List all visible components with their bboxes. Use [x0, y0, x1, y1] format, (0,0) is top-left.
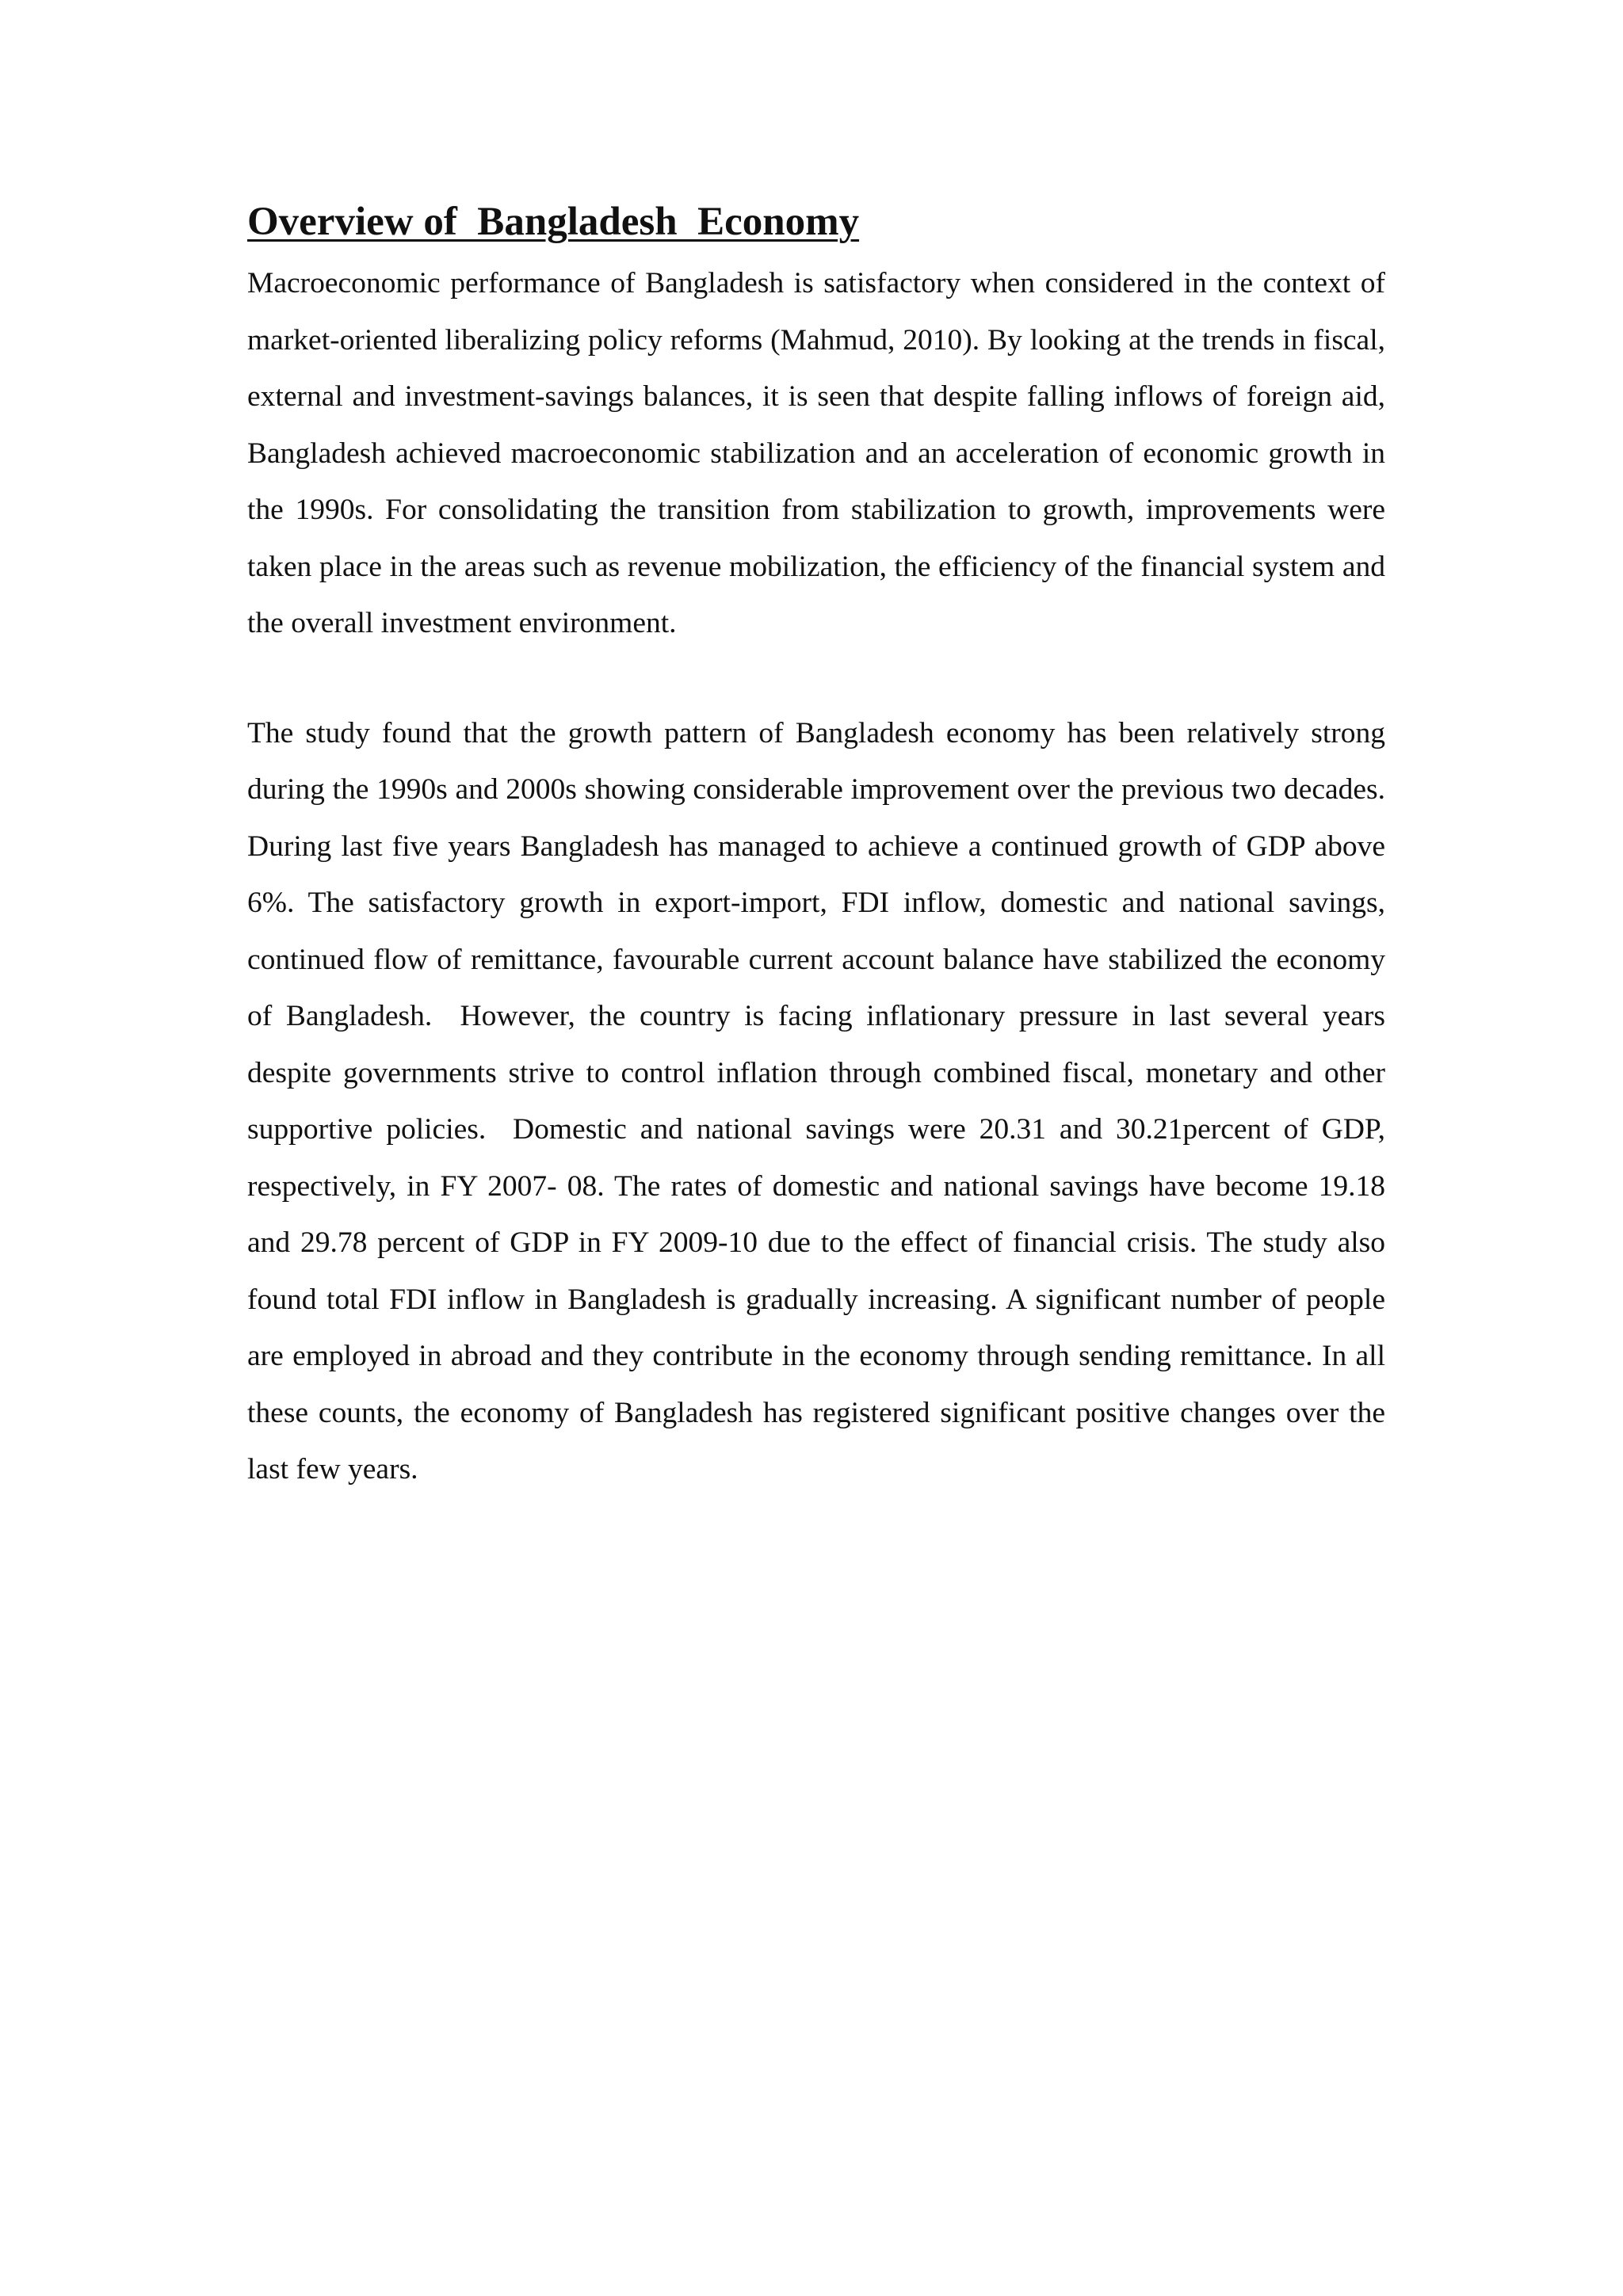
- paragraph-intro: Macroeconomic performance of Bangladesh is satisfactory when considered in the context of market-oriented liberalizing policy reforms (Mahmud, 2010). By looking at the trends in fiscal, external and investment-savings balances, it is seen that despite falling inflows of foreign aid, Bangladesh achieved macroeconomic stabilization and an acceleration of economic growth in the 1990s. For consolidating the transition from stabilization to growth, improvements were taken place in the areas such as revenue mobilization, the efficiency of the financial system and the overall investment environment.: [247, 267, 1393, 639]
- paragraph-study-findings: The study found that the growth pattern of Bangladesh economy has been relatively strong during the 1990s and 2000s showing considerable improvement over the previous two decades. During last five years Bangladesh has managed to achieve a continued growth of GDP above 6%. The satisfactory growth in export-import, FDI inflow, domestic and national savings, continued flow of remittance, favourable current account balance have stabilized the economy of Bangladesh. However, the country is facing inflationary pressure in last several years despite governments strive to control inflation through combined fiscal, monetary and other supportive policies. Domestic and national savings were 20.31 and 30.21percent of GDP, respectively, in FY 2007- 08. The rates of domestic and national savings have become 19.18 and 29.78 percent of GDP in FY 2009-10 due to the effect of financial crisis. The study also found total FDI inflow in Bangladesh is gradually increasing. A significant number of people are employed in abroad and they contribute in the economy through sending remittance. In all these counts, the economy of Bangladesh has registered significant positive changes over the last few years.: [247, 716, 1393, 1486]
- page-title: Overview of Bangladesh Economy: [247, 200, 860, 244]
- document-body: [247, 193, 1393, 1498]
